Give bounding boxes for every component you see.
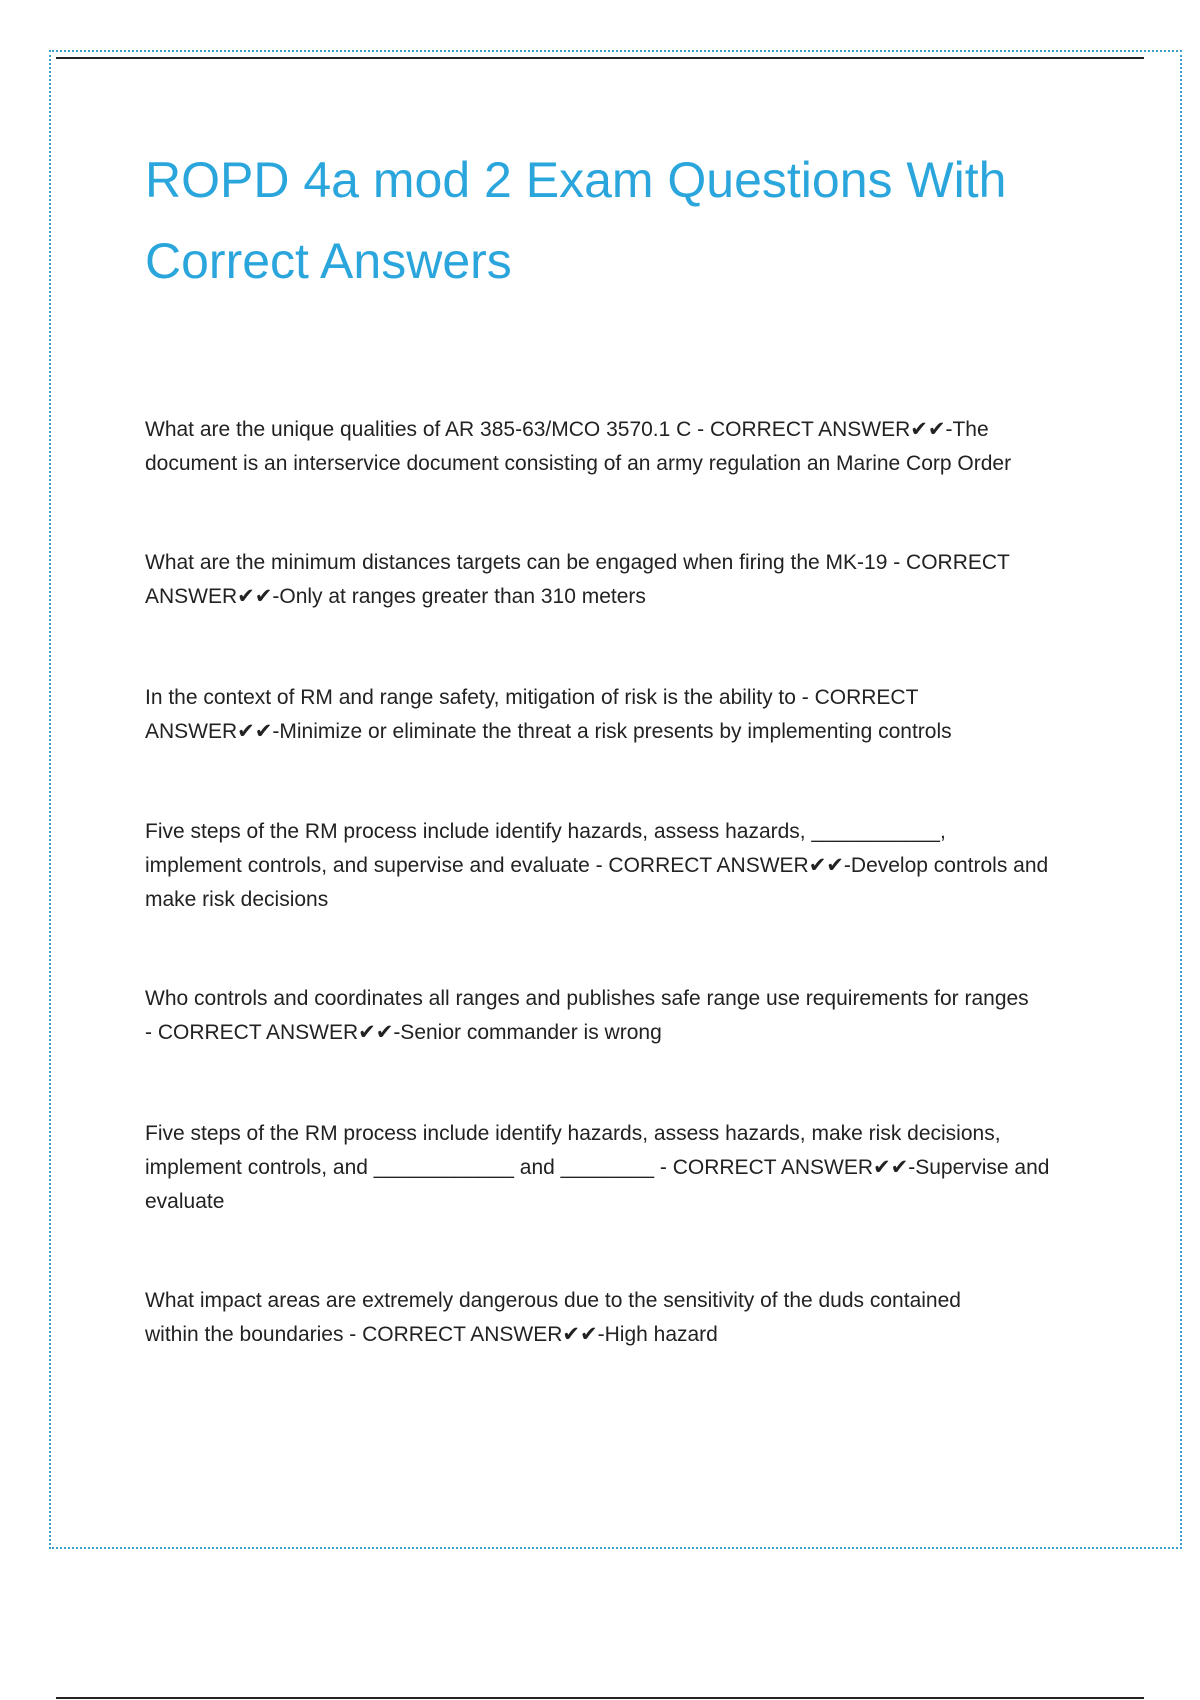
qa-item-4: Five steps of the RM process include identify hazards, assess hazards, ___________, implement controls, and supervise and evaluate - CORRECT ANSWER✔✔-Develop controls and make risk decisions: [145, 820, 1049, 911]
document-title: ROPD 4a mod 2 Exam Questions With Correct Answers: [145, 152, 1007, 289]
qa-item-7: What impact areas are extremely dangerous due to the sensitivity of the duds contained within the boundaries - CORRECT ANSWER✔✔-High hazard: [145, 1289, 961, 1346]
qa-item-3: In the context of RM and range safety, mitigation of risk is the ability to - CORRECT ANSWER✔✔-Minimize or eliminate the threat a risk presents by implementing controls: [145, 686, 952, 743]
qa-item-5: Who controls and coordinates all ranges and publishes safe range use requirements for ranges - CORRECT ANSWER✔✔-Senior commander is wrong: [145, 987, 1029, 1044]
qa-item-6: Five steps of the RM process include identify hazards, assess hazards, make risk decisions, implement controls, and ____________ and ________ - CORRECT ANSWER✔✔-Supervise and evaluate: [145, 1122, 1050, 1213]
top-divider: [56, 57, 1144, 59]
qa-item-1: What are the unique qualities of AR 385-63/MCO 3570.1 C - CORRECT ANSWER✔✔-The document is an interservice document consisting of an army regulation an Marine Corp Order: [145, 418, 1012, 475]
bottom-divider: [56, 1697, 1144, 1699]
qa-item-2: What are the minimum distances targets can be engaged when firing the MK-19 - CORRECT ANSWER✔✔-Only at ranges greater than 310 meters: [145, 551, 1010, 608]
